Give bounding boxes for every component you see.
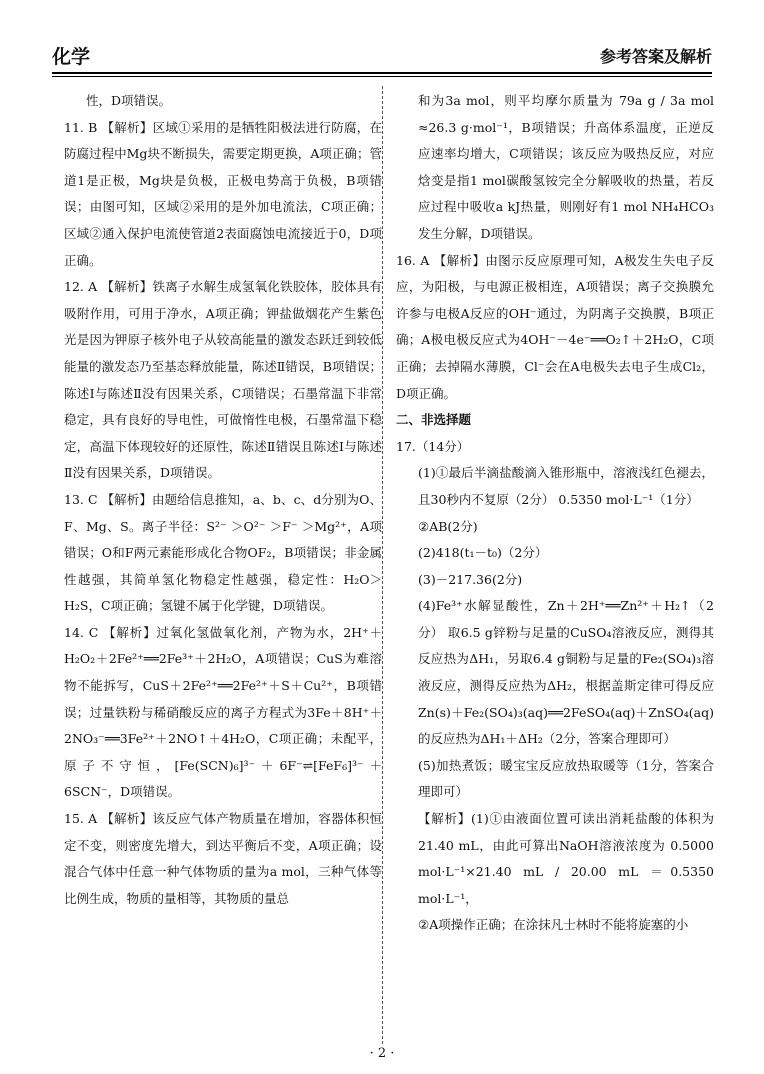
answer-17-1-2: ②AB(2分) [418, 518, 478, 534]
answer-17-5: (5)加热煮饭；暖宝宝反应放热取暖等（1分，答案合理即可） [418, 757, 714, 800]
page-number: · 2 · [369, 1046, 395, 1061]
left-column [64, 88, 382, 912]
header-rule-thick [52, 72, 712, 74]
answer-11: 11. B 【解析】区域①采用的是牺牲阳极法进行防腐，在防腐过程中Mg块不断损失，需要定期更换，A项正确；管道1是正极，Mg块是负极，正极电势高于负极，B项错误；由图可知，区域②采用的是外加电流法，C项正确；区域②通入保护电流使管道2表面腐蚀电流接近于0，D项正确。 [64, 119, 382, 268]
answer-16: 16. A 【解析】由图示反应原理可知，A极发生失电子反应，为阳极，与电源正极相连，A项错误；离子交换膜允许参与电极A反应的OH⁻通过，为阴离子交换膜，B项正确；A极电极反应式为4OH⁻－4e⁻══O₂↑＋2H₂O，C项正确；去掉隔水薄膜，Cl⁻会在A电极失去电子生成Cl₂，D项正确。 [396, 252, 714, 401]
right-column [396, 88, 714, 939]
answer-14: 14. C 【解析】过氧化氢做氧化剂，产物为水，2H⁺＋H₂O₂＋2Fe²⁺══2Fe³⁺＋2H₂O，A项错误；CuS为难溶物不能拆写，CuS＋2Fe²⁺══2Fe²⁺＋S＋Cu²⁺，B项错误；过量铁粉与稀硝酸反应的离子方程式为3Fe＋8H⁺＋2NO₃⁻══3Fe²⁺＋2NO↑＋4H₂O，C项正确；未配平，原子不守恒，[Fe(SCN)₆]³⁻＋6F⁻⇌[FeF₆]³⁻＋6SCN⁻，D项错误。 [64, 624, 382, 800]
section-heading: 二、非选择题 [396, 412, 472, 428]
page-header [52, 42, 712, 72]
subject-title: 化学 [52, 46, 91, 68]
answer-17-4: (4)Fe³⁺水解显酸性，Zn＋2H⁺══Zn²⁺＋H₂↑（2分） 取6.5 g锌粉与足量的CuSO₄溶液反应，测得其反应热为ΔH₁，另取6.4 g铜粉与足量的Fe₂(SO₄)₃溶液反应，测得反应热为ΔH₂，根据盖斯定律可得反应Zn(s)＋Fe₂(SO₄)₃(aq)══2FeSO₄(aq)＋ZnSO₄(aq)的反应热为ΔH₁＋ΔH₂（2分，答案合理即可） [418, 598, 714, 747]
answer-13: 13. C 【解析】由题给信息推知，a、b、c、d分别为O、F、Mg、S。离子半径：S²⁻ ＞O²⁻ ＞F⁻ ＞Mg²⁺，A项错误；O和F两元素能形成化合物OF₂，B项错误；非金属性越强，其简单氢化物稳定性越强，稳定性：H₂O＞H₂S，C项正确；氢键不属于化学键，D项错误。 [64, 491, 382, 614]
answer-15: 15. A 【解析】该反应气体产物质量在增加，容器体积恒定不变，则密度先增大，到达平衡后不变，A项正确；设混合气体中任意一种气体物质的量为a mol，三种气体等比例生成，物质的量相等，其物质的量总 [64, 811, 382, 906]
answer-15-continued: 和为3a mol，则平均摩尔质量为 79a g / 3a mol ≈26.3 g·mol⁻¹，B项错误；升高体系温度，正逆反应速率均增大，C项错误；该反应为吸热反应，对应焓变是指1 mol碳酸氢铵完全分解吸收的热量，若反应过程中吸收a kJ热量，则刚好有1 mol NH₄HCO₃发生分解，D项错误。 [418, 93, 714, 241]
answer-12: 12. A 【解析】铁离子水解生成氢氧化铁胶体，胶体具有吸附作用，可用于净水，A项正确；钾盐做烟花产生紫色光是因为钾原子核外电子从较高能量的激发态跃迁到较低能量的激发态乃至基态释放能量，陈述Ⅱ错误，B项错误；陈述Ⅰ与陈述Ⅱ没有因果关系，C项错误；石墨常温下非常稳定，具有良好的导电性，可做惰性电极，石墨常温下稳定，高温下体现较好的还原性，陈述Ⅱ错误且陈述Ⅰ与陈述Ⅱ没有因果关系，D项错误。 [64, 279, 382, 481]
answer-17-1: (1)①最后半滴盐酸滴入锥形瓶中，溶液浅红色褪去，且30秒内不复原（2分） 0.5350 mol·L⁻¹（1分） [418, 465, 714, 507]
answer-title: 参考答案及解析 [599, 47, 712, 66]
analysis-17-1-2: ②A项操作正确；在涂抹凡士林时不能将旋塞的小 [418, 917, 689, 933]
header-rule-thin [52, 76, 712, 77]
analysis-17-1: 【解析】(1)①由液面位置可读出消耗盐酸的体积为21.40 mL，由此可算出NaOH溶液浓度为 0.5000 mol·L⁻¹×21.40 mL / 20.00 mL ＝0.5350 mol·L⁻¹， [418, 811, 714, 906]
question-17-heading: 17.（14分） [396, 438, 470, 454]
paragraph: 性，D项错误。 [86, 93, 172, 108]
answer-17-2: (2)418(t₁－t₀)（2分） [418, 545, 548, 561]
answer-17-3: (3)－217.36(2分) [418, 571, 523, 587]
column-divider [382, 86, 383, 1044]
